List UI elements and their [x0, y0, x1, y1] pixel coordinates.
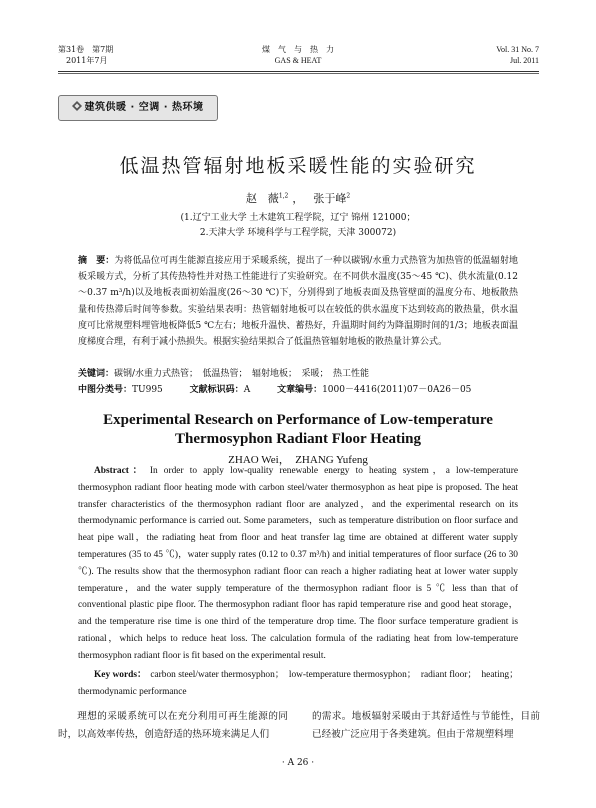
header-right: [496, 44, 539, 66]
keywords-en-label: Key words：: [94, 670, 147, 680]
author-1: 赵 薇: [245, 192, 279, 205]
classification-cn: [78, 383, 518, 397]
keywords-cn: [78, 367, 518, 381]
abstract-en: [78, 463, 518, 665]
header-rule: [58, 71, 539, 72]
author-2: 张于峰: [313, 192, 347, 205]
author-1-affil: 1,2: [278, 192, 289, 200]
authors-cn: [0, 190, 596, 206]
affiliation-1: (1.辽宁工业大学 土木建筑工程学院，辽宁 锦州 121000；: [180, 213, 416, 223]
keywords-cn-text: 碳钢/水重力式热管； 低温热管； 辐射地板； 采暖； 热工性能: [114, 369, 370, 379]
article-no-value: 1000－4416(2011)07－0A26－05: [322, 385, 472, 395]
article-no-label: 文章编号：: [277, 385, 323, 395]
abstract-cn-text: 为将低品位可再生能源直接应用于采暖系统，提出了一种以碳钢/水重力式热管为加热管的低温辐射地板采暖方式，分析了其传热特性并对热工性能进行了实验研究。在不同供水温度(35～45 ℃)、供水流量(0.12～0.37 m³/h)以及地板表面初始温度(26～30 ℃)下，分别得到了地板表面及热管壁面的温度分布、地板散热量和传热滞后时间等参数。实验结果表明：热管辐射地板可以在较低的供水温度下达到较高的散热量，供水温度可比常规塑料埋管地板降低5 ℃左右；地板升温快、蓄热好，升温期时间约为降温期时间的1/3；地板表面温度梯度合理，有利于减小热损失。根据实验结果拟合了低温热管辐射地板的散热量计算公式。: [78, 256, 518, 348]
authors-en: ZHAO Wei， ZHANG Yufeng: [228, 454, 368, 466]
title-cn: 低温热管辐射地板采暖性能的实验研究: [119, 155, 477, 177]
clc-label: 中图分类号：: [78, 385, 133, 395]
page-number: · A 26 ·: [281, 758, 315, 768]
body-column-left: 理想的采暖系统可以在充分利用可再生能源的同时，以高效率传热，创造舒适的热环境来满足人们: [58, 711, 288, 740]
author-2-affil: 2: [346, 192, 351, 200]
doc-code-value: A: [243, 385, 251, 395]
header-rule-thin: [58, 73, 539, 74]
abstract-cn-label: 摘 要：: [78, 256, 115, 266]
keywords-en-text: carbon steel/water thermosyphon； low-temperature thermosyphon； radiant floor； heating； thermodynamic performance: [78, 670, 524, 697]
section-tag-icon: [72, 101, 82, 111]
journal-cn: 煤 气 与 热 力: [262, 45, 334, 54]
author-sep: ，: [292, 192, 304, 205]
date-cn: 2011年7月: [66, 56, 108, 65]
title-en-line-2: Thermosyphon Radiant Floor Heating: [175, 431, 421, 447]
title-en-line-1: Experimental Research on Performance of Low-temperature: [103, 412, 493, 428]
journal-en: GAS & HEAT: [274, 56, 322, 65]
body-column-right: 的需求。地板辐射采暖由于其舒适性与节能性，目前已经被广泛应用于各类建筑。但由于常规塑料埋: [312, 711, 540, 740]
affiliation-2: 2.天津大学 环境科学与工程学院，天津 300072): [199, 228, 397, 238]
date-en: Jul. 2011: [509, 56, 539, 65]
abstract-en-label: Abstract：: [94, 466, 146, 476]
abstract-en-text: In order to apply low-quality renewable energy to heating system，a low-temperature thermosyphon radiant floor heating mode with carbon steel/water thermosyphon as heat pipe is proposed. The heat transfer characteristics of the thermosyphon radiant floor are analyzed，and the experimental research on its thermodynamic performance is carried out. Some parameters，such as temperature distribution on floor surface and heat pipe wall，the radiating heat from floor and heat transfer lag time are obtained at different water supply temperatures (35 to 45 ℃)，water supply rates (0.12 to 0.37 m³/h) and initial temperatures of floor surface (26 to 30 ℃). The results show that the thermosyphon radiant floor can reach a higher radiating heat at lower water supply temperature，and the water supply temperature of the thermosyphon radiant floor is 5 ℃ less than that of conventional plastic pipe floor. The thermosyphon radiant floor has rapid temperature rise and good heat storage，and the temperature rise time is one third of the temperature drop time. The floor surface temperature gradient is rational，which helps to reduce heat loss. The calculation formula of the radiating heat from low-temperature thermosyphon radiant floor is fit based on the experimental result.: [78, 466, 519, 661]
clc-value: TU995: [132, 385, 163, 395]
keywords-en: [78, 667, 524, 701]
title-en: [0, 411, 596, 449]
volume-en: Vol. 31 No. 7: [496, 45, 539, 54]
doc-code-label: 文献标识码：: [189, 385, 244, 395]
section-tag-label: 建筑供暖 · 空调 · 热环境: [84, 102, 204, 113]
abstract-cn: [78, 253, 518, 350]
section-tag: [58, 95, 218, 121]
keywords-cn-label: 关键词：: [78, 369, 115, 379]
volume-cn: 第31卷 第7期: [58, 45, 114, 54]
